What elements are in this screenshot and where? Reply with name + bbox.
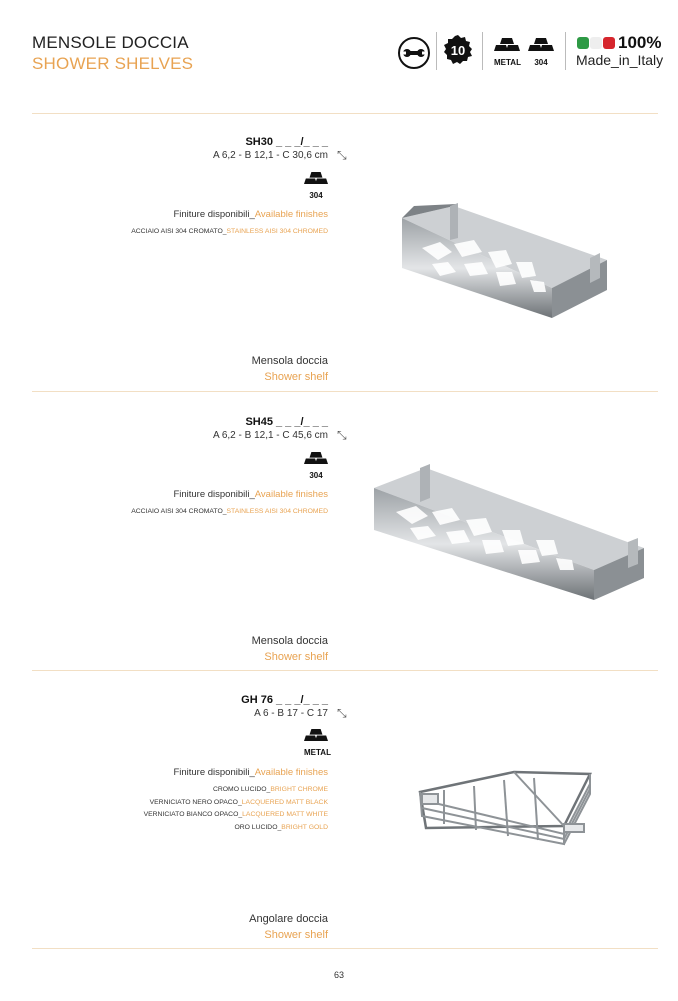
page-title-italian: MENSOLE DOCCIA — [32, 33, 189, 52]
product-name-italian: Angolare doccia — [249, 913, 328, 925]
svg-text:10: 10 — [450, 43, 466, 58]
steel-label: 304 — [534, 58, 548, 67]
section-divider — [32, 948, 658, 949]
page-title-english: SHOWER SHELVES — [32, 54, 194, 73]
finish-item: ACCIAIO AISI 304 CROMATO_STAINLESS AISI 304 CHROMED — [131, 228, 328, 235]
section-divider — [32, 391, 658, 392]
italian-flag-icon — [577, 37, 615, 49]
header-divider — [482, 32, 483, 70]
metal-ingot-icon — [494, 38, 520, 67]
finishes-heading: Finiture disponibili_Available finishes — [173, 489, 328, 500]
product-dimensions: A 6,2 - B 12,1 - C 30,6 cm — [212, 150, 328, 161]
warranty-10-badge-icon — [443, 35, 473, 65]
material-label: 304 — [309, 191, 323, 200]
finishes-heading: Finiture disponibili_Available finishes — [173, 767, 328, 778]
product-dimensions: A 6,2 - B 12,1 - C 45,6 cm — [212, 430, 328, 441]
product-code: GH 76 _ _ _/_ _ _ — [241, 694, 328, 706]
section-divider — [32, 670, 658, 671]
finish-item: VERNICIATO NERO OPACO_LACQUERED MATT BLACK — [149, 798, 328, 806]
product-image-corner-basket-gh76 — [414, 766, 596, 863]
dimensions-icon: ⤡ — [337, 706, 347, 720]
metal-ingot-icon — [304, 729, 330, 757]
product-dimensions: A 6 - B 17 - C 17 — [254, 708, 328, 719]
steel-304-ingot-icon — [304, 452, 328, 480]
dimensions-icon: ⤡ — [337, 428, 347, 442]
made-in-italy-percent: 100% — [618, 33, 662, 52]
page-number: 63 — [333, 970, 344, 980]
material-label: 304 — [309, 471, 323, 480]
finish-item: ORO LUCIDO_BRIGHT GOLD — [234, 823, 328, 831]
product-name-italian: Mensola doccia — [251, 355, 328, 367]
product-name-english: Shower shelf — [264, 651, 328, 663]
finishes-heading: Finiture disponibili_Available finishes — [173, 209, 328, 220]
product-name-english: Shower shelf — [264, 929, 328, 941]
finish-item: ACCIAIO AISI 304 CROMATO_STAINLESS AISI 304 CHROMED — [131, 508, 328, 515]
product-code: SH30 _ _ _/_ _ _ — [245, 136, 328, 148]
steel-304-ingot-icon — [304, 172, 328, 200]
made-in-italy-label: Made_in_Italy — [576, 52, 664, 68]
wrench-circle-icon — [398, 37, 430, 69]
header-divider — [565, 32, 566, 70]
finish-item: CROMO LUCIDO_BRIGHT CHROME — [212, 786, 328, 793]
header-divider-line — [32, 113, 658, 114]
product-name-italian: Mensola doccia — [251, 635, 328, 647]
dimensions-icon: ⤡ — [337, 148, 347, 162]
header-divider — [436, 32, 437, 70]
product-image-shelf-sh30 — [392, 198, 614, 328]
product-code: SH45 _ _ _/_ _ _ — [245, 416, 328, 428]
finish-item: VERNICIATO BIANCO OPACO_LACQUERED MATT WHITE — [143, 811, 328, 818]
product-name-english: Shower shelf — [264, 371, 328, 383]
material-label: METAL — [304, 748, 331, 757]
steel-304-ingot-icon — [528, 38, 554, 67]
metal-label: METAL — [494, 58, 521, 67]
product-image-shelf-sh45 — [366, 460, 648, 610]
